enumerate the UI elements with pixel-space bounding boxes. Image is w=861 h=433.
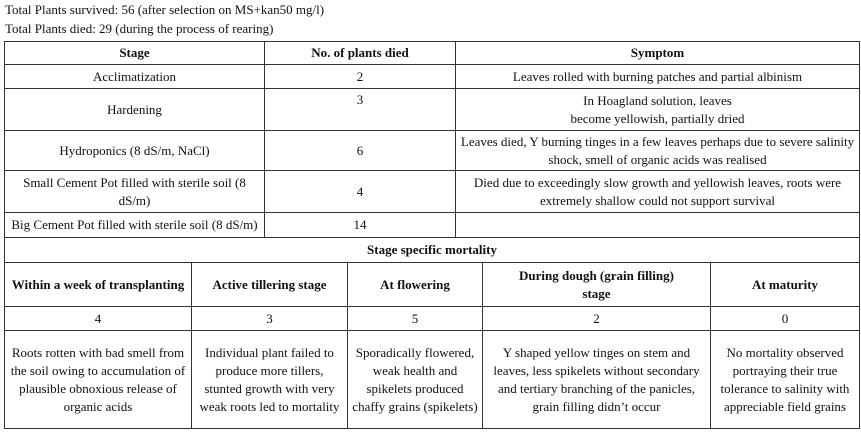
count-cell: 5: [348, 307, 483, 331]
symptom-cell: In Hoagland solution, leaves become yellowish, partially dried: [456, 89, 860, 131]
symptom-cell: Died due to exceedingly slow growth and yellowish leaves, roots were extremely shallow could not support survival: [456, 171, 860, 213]
header-tillering: Active tillering stage: [192, 263, 348, 307]
symptom-cell: [456, 213, 860, 238]
table-row: [5, 65, 860, 89]
symptom-cell: Y shaped yellow tinges on stem and leaves, less spikelets without secondary and tertiary branching of the panicles, grain filling didn’t occur: [483, 331, 711, 429]
count-cell: 0: [711, 307, 860, 331]
count-cell: 3: [192, 307, 348, 331]
died-cell: 4: [265, 171, 456, 213]
header-flowering: At flowering: [348, 263, 483, 307]
symptom-cell: No mortality observed portraying their true tolerance to salinity with appreciable field grains: [711, 331, 860, 429]
stage-cell: Small Cement Pot filled with sterile soil (8 dS/m): [5, 171, 265, 213]
stage-cell: Hydroponics (8 dS/m, NaCl): [5, 131, 265, 171]
died-text: Total Plants died: 29 (during the process of rearing): [5, 21, 274, 36]
header-week: Within a week of transplanting: [5, 263, 192, 307]
symptom-cell: Leaves died, Y burning tinges in a few leaves perhaps due to severe salinity shock, smell of organic acids was realised: [456, 131, 860, 171]
section-title: Stage specific mortality: [5, 238, 860, 263]
table-row: [5, 213, 860, 238]
header-maturity: At maturity: [711, 263, 860, 307]
stage-cell: Acclimatization: [5, 65, 265, 89]
stage-cell: Hardening: [5, 89, 265, 131]
died-cell: 2: [265, 65, 456, 89]
table-row: [5, 89, 860, 131]
survived-text: Total Plants survived: 56 (after selection on MS+kan50 mg/l): [5, 2, 325, 17]
table-row: [5, 131, 860, 171]
symptom-cell: Sporadically flowered, weak health and spikelets produced chaffy grains (spikelets): [348, 331, 483, 429]
count-cell: 2: [483, 307, 711, 331]
symptom-cell: Leaves rolled with burning patches and partial albinism: [456, 65, 860, 89]
mortality-table: [4, 41, 860, 263]
header-stage: Stage: [5, 42, 265, 65]
header-symptom: Symptom: [456, 42, 860, 65]
symptom-cell: Roots rotten with bad smell from the soil owing to accumulation of plausible obnoxious release of organic acids: [5, 331, 192, 429]
table-row: [5, 171, 860, 213]
symptom-row: [5, 331, 860, 429]
count-row: [5, 307, 860, 331]
died-cell: 6: [265, 131, 456, 171]
count-cell: 4: [5, 307, 192, 331]
header-dough: During dough (grain filling) stage: [483, 263, 711, 307]
died-cell: 14: [265, 213, 456, 238]
stage-specific-table: [4, 262, 860, 429]
stage-cell: Big Cement Pot filled with sterile soil (8 dS/m): [5, 213, 265, 238]
symptom-cell: Individual plant failed to produce more tillers, stunted growth with very weak roots led to mortality: [192, 331, 348, 429]
died-cell: 3: [265, 89, 456, 131]
header-died: No. of plants died: [265, 42, 456, 65]
